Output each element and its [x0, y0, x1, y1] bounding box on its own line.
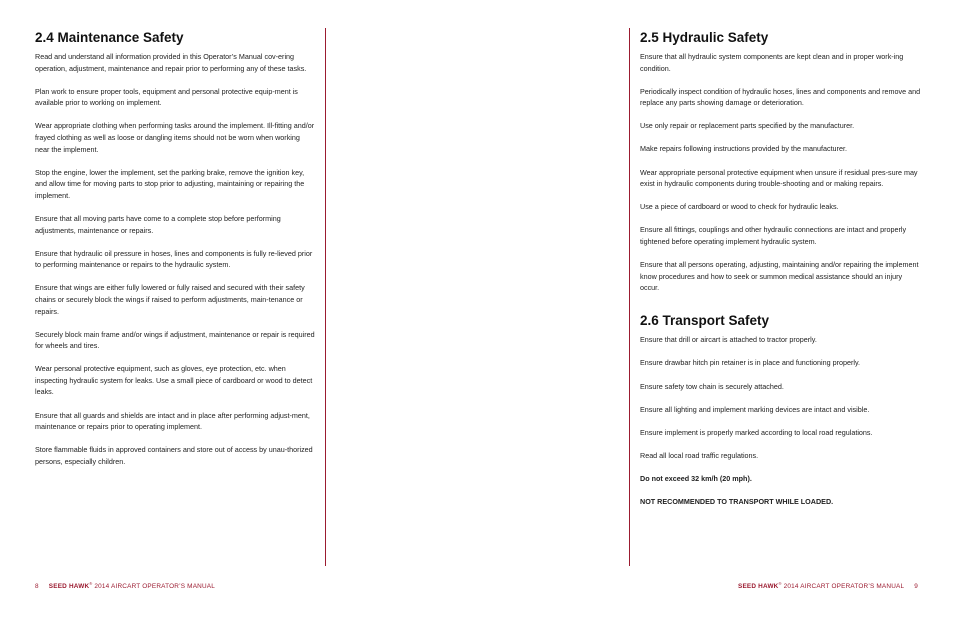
transport-safety-heading: 2.6 Transport Safety [640, 313, 770, 329]
paragraph: Plan work to ensure proper tools, equipment and personal protective equip-ment is available prior to working on implement. [35, 86, 298, 108]
left-page-number: 8 [35, 583, 39, 591]
hydraulic-safety-section [640, 30, 922, 294]
paragraph: Ensure that all guards and shields are intact and in place after performing adjust-ment, maintenance or repairs prior to operating implement. [35, 410, 310, 432]
loaded-transport-warning: NOT RECOMMENDED TO TRANSPORT WHILE LOADED. [640, 496, 834, 506]
paragraph: Ensure that hydraulic oil pressure in hoses, lines and components is fully re-lieved prior to performing maintenance or repairs to the hydraulic system. [35, 248, 313, 270]
maintenance-safety-section [35, 30, 315, 479]
paragraph: Ensure implement is properly marked according to local road regulations. [640, 427, 873, 437]
maintenance-safety-heading: 2.4 Maintenance Safety [35, 30, 184, 45]
paragraph: Ensure that all hydraulic system components are kept clean and in proper work-ing condition. [640, 52, 904, 73]
paragraph: Ensure all lighting and implement marking devices are intact and visible. [640, 404, 870, 414]
paragraph: Use a piece of cardboard or wood to check for hydraulic leaks. [640, 202, 839, 212]
left-footer [35, 581, 215, 590]
paragraph: Ensure that all moving parts have come to a complete stop before performing adjustments, maintenance or repairs. [35, 213, 281, 235]
paragraph: Stop the engine, lower the implement, set the parking brake, remove the ignition key, and allow time for moving parts to stop prior to adjusting, maintaining or repairing the implement. [35, 167, 305, 200]
right-page-divider [629, 28, 630, 566]
paragraph: Ensure that wings are either fully lowered or fully raised and secured with their safety chains or securely block the wings if raised to perform adjustments, main-tenance or repairs. [35, 283, 305, 316]
left-page-divider [325, 28, 326, 566]
speed-limit-warning: Do not exceed 32 km/h (20 mph). [640, 473, 752, 483]
paragraph: Read all local road traffic regulations. [640, 450, 759, 460]
paragraph: Wear appropriate clothing when performing tasks around the implement. Ill-fitting and/or frayed clothing as well as loose or dangling items should not be worn when working near the implement. [35, 121, 315, 154]
right-page-number: 9 [914, 583, 919, 591]
paragraph: Store flammable fluids in approved containers and store out of access by unau-thorized persons, especially children. [35, 445, 313, 466]
footer-manual-title: 2014 AIRCART OPERATOR’S MANUAL [781, 583, 905, 591]
hydraulic-safety-heading: 2.5 Hydraulic Safety [640, 30, 769, 45]
registered-mark: ® [778, 581, 782, 586]
transport-safety-section [640, 313, 922, 507]
paragraph: Use only repair or replacement parts specified by the manufacturer. [640, 121, 855, 131]
registered-mark: ® [89, 581, 93, 586]
paragraph: Ensure safety tow chain is securely attached. [640, 381, 784, 391]
right-footer [738, 581, 918, 590]
paragraph: Make repairs following instructions provided by the manufacturer. [640, 144, 847, 154]
footer-manual-title: 2014 AIRCART OPERATOR’S MANUAL [92, 583, 216, 591]
paragraph: Securely block main frame and/or wings if adjustment, maintenance or repair is required for wheels and tires. [35, 329, 315, 351]
right-page-column [640, 30, 922, 519]
paragraph: Wear personal protective equipment, such as gloves, eye protection, etc. when inspecting hydraulic system for leaks. Use a small piece of cardboard or wood to detect leaks. [35, 364, 313, 397]
paragraph: Ensure drawbar hitch pin retainer is in place and functioning properly. [640, 358, 861, 368]
paragraph: Ensure that drill or aircart is attached to tractor properly. [640, 335, 817, 345]
paragraph: Ensure all fittings, couplings and other hydraulic connections are intact and properly tightened before operating implement hydraulic system. [640, 225, 907, 246]
footer-brand: SEED HAWK [48, 583, 90, 591]
paragraph: Ensure that all persons operating, adjusting, maintaining and/or repairing the implement know procedures and how to seek or summon medical assistance should an injury occur. [640, 260, 919, 293]
paragraph: Wear appropriate personal protective equipment when unsure if residual pres-sure may exist in hydraulic components during trouble-shooting and or making repairs. [640, 167, 918, 189]
paragraph: Periodically inspect condition of hydraulic hoses, lines and components and remove and replace any parts showing damage or deterioration. [640, 86, 921, 108]
footer-brand: SEED HAWK [738, 583, 779, 591]
paragraph: Read and understand all information provided in this Operator’s Manual cov-ering operation, adjustment, maintenance and repair prior to performing any of these tasks. [35, 52, 307, 73]
section-spacer [640, 305, 922, 313]
